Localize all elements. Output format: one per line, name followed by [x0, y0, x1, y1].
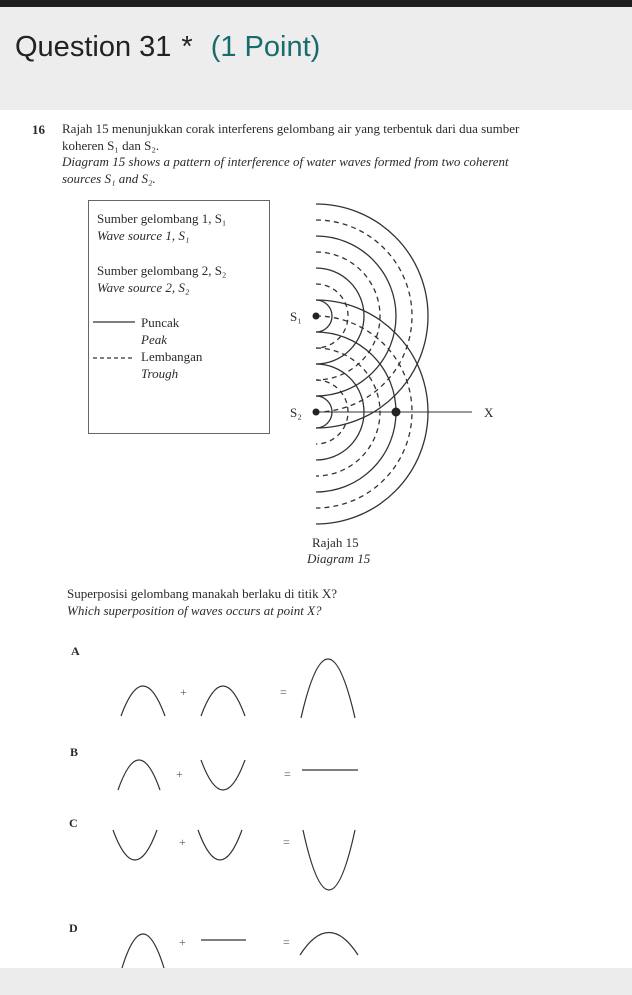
ask-malay: Superposisi gelombang manakah berlaku di titik X?	[67, 586, 338, 601]
source-s2-dot	[313, 409, 320, 416]
label-s2: S₂	[290, 405, 302, 420]
option-a-letter[interactable]: A	[71, 644, 80, 658]
option-d-letter[interactable]: D	[69, 921, 78, 935]
option-b-trough	[201, 760, 245, 790]
option-d-waves	[122, 933, 358, 969]
point-x-dot	[392, 408, 401, 417]
ask-english: Which superposition of waves occurs at point X?	[67, 603, 322, 618]
option-c-equals: =	[283, 835, 290, 849]
legend-source2-english: Wave source 2, S₂	[97, 280, 190, 295]
option-c-waves	[113, 830, 355, 890]
option-a-crest-1	[121, 686, 165, 716]
s1-wavefronts	[316, 204, 428, 428]
option-a-result-crest	[301, 659, 355, 718]
option-d-plus: +	[179, 935, 186, 949]
option-a-waves	[121, 659, 355, 718]
question-number: Question 31	[15, 31, 172, 63]
option-b-equals: =	[284, 767, 291, 781]
option-b-letter[interactable]: B	[70, 745, 79, 759]
question-points: (1 Point)	[210, 31, 321, 63]
label-s1: S₁	[290, 309, 302, 324]
legend-peak-malay: Puncak	[141, 315, 180, 330]
option-a-equals: =	[280, 685, 287, 699]
legend-source1-english: Wave source 1, S₁	[97, 228, 190, 243]
required-asterisk: *	[181, 31, 193, 63]
option-c-trough-1	[113, 830, 157, 860]
option-d-result-crest	[300, 933, 358, 956]
stem-english-line-1: Diagram 15 shows a pattern of interference of water waves formed from two coherent	[62, 154, 509, 169]
option-c-letter[interactable]: C	[69, 816, 78, 830]
stem-malay-line-2: koheren S₁ dan S₂.	[62, 138, 160, 153]
legend-peak-english: Peak	[141, 332, 167, 347]
item-number: 16	[32, 122, 45, 137]
option-c-result-trough	[303, 830, 355, 890]
option-d-equals: =	[283, 935, 290, 949]
label-x: X	[484, 405, 494, 420]
option-a-crest-2	[201, 686, 245, 716]
stem-malay-line-1: Rajah 15 menunjukkan corak interferens gelombang air yang terbentuk dari dua sumber	[62, 121, 520, 136]
diagram-caption-malay: Rajah 15	[312, 535, 359, 550]
option-b-crest	[118, 760, 160, 790]
option-b-waves	[118, 760, 358, 790]
s1-peak-2	[316, 268, 364, 364]
legend-trough-english: Trough	[141, 366, 179, 381]
legend-trough-malay: Lembangan	[141, 349, 203, 364]
stem-english-line-2: sources S₁ and S₂.	[62, 171, 156, 186]
source-s1-dot	[313, 313, 320, 320]
option-b-plus: +	[176, 767, 183, 781]
option-c-plus: +	[179, 835, 186, 849]
option-d-crest	[122, 934, 164, 968]
legend-source1-malay: Sumber gelombang 1, S₁	[97, 211, 227, 226]
s1-peak-3	[316, 236, 396, 396]
option-c-trough-2	[198, 830, 242, 860]
legend-source2-malay: Sumber gelombang 2, S₂	[97, 263, 227, 278]
option-a-plus: +	[180, 685, 187, 699]
diagram-caption-english: Diagram 15	[307, 551, 371, 566]
